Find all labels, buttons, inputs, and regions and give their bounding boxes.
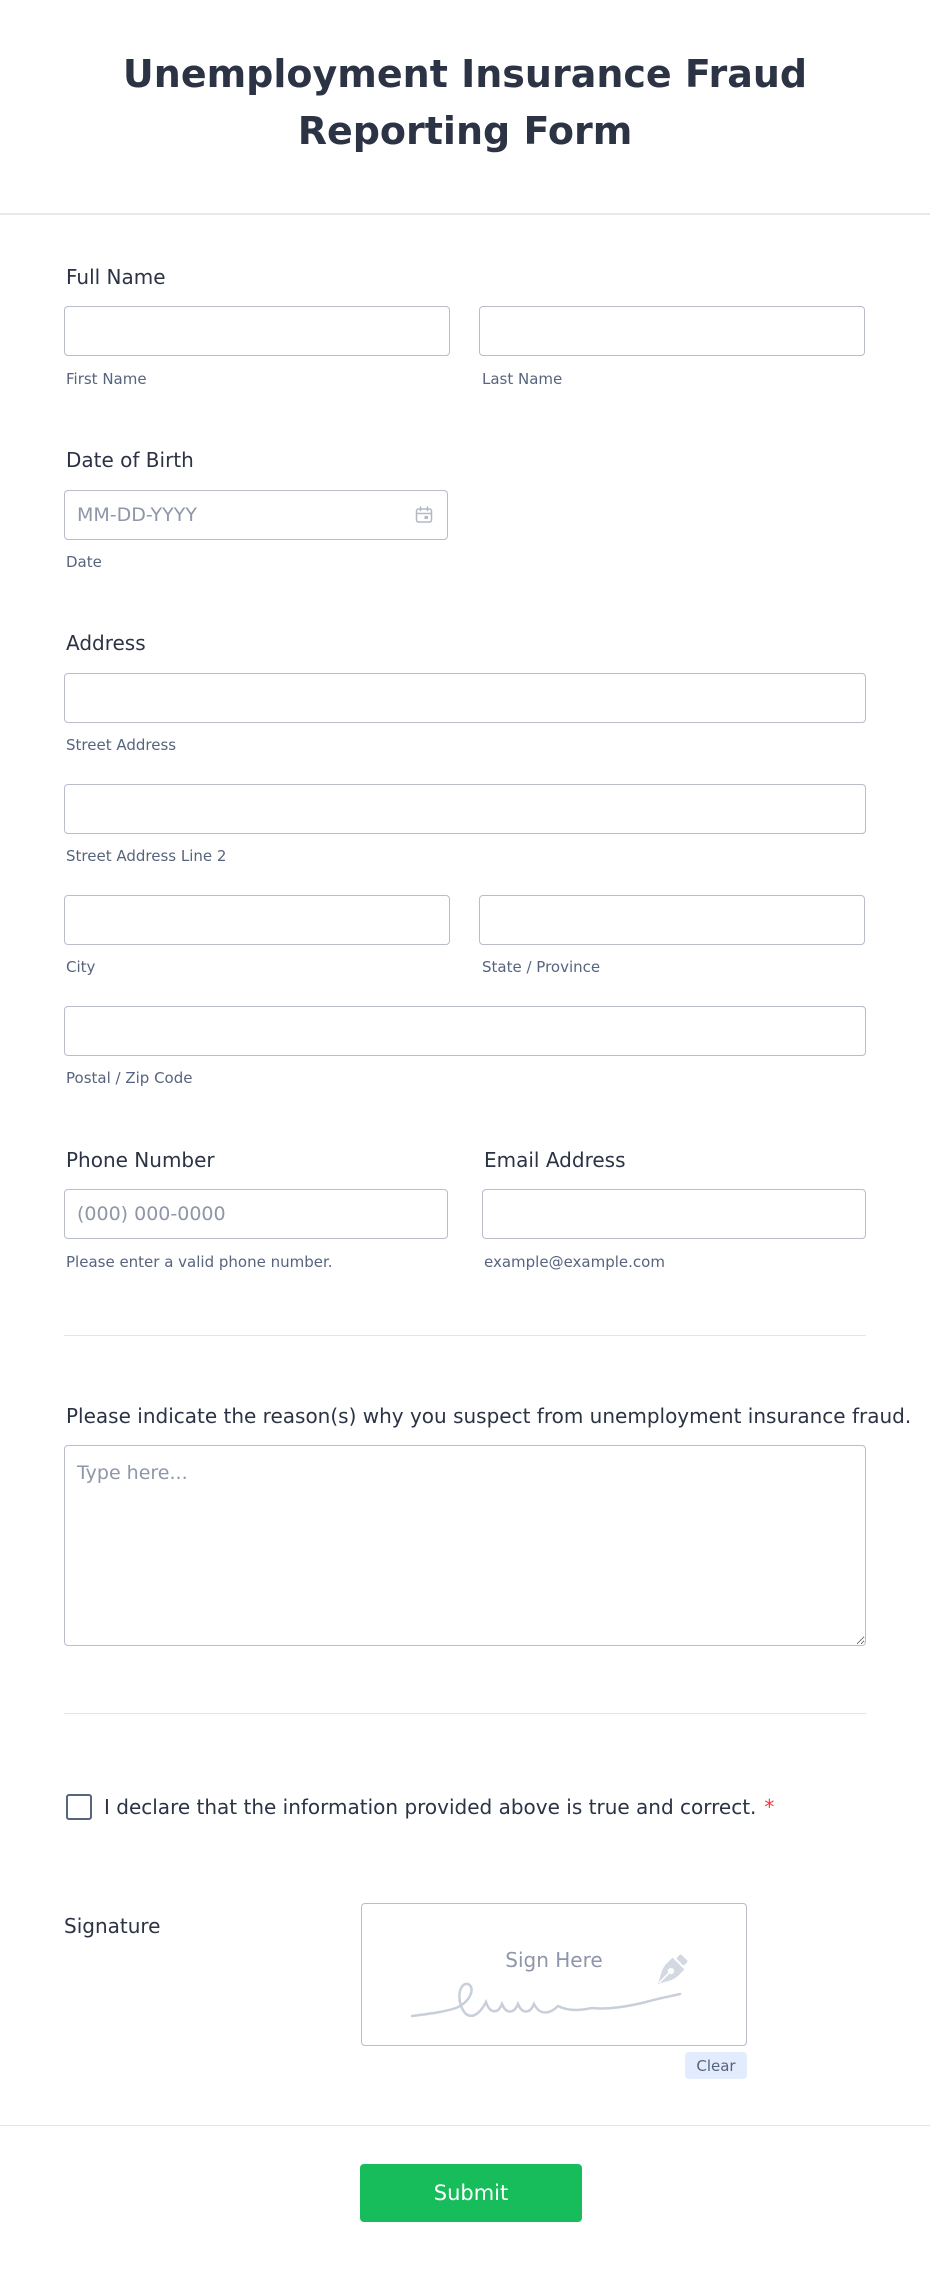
street-address-line2-input[interactable] bbox=[64, 784, 866, 834]
reason-textarea[interactable] bbox=[64, 1445, 866, 1646]
postal-code-sublabel: Postal / Zip Code bbox=[66, 1069, 193, 1087]
dob-input[interactable] bbox=[64, 490, 448, 540]
form-header bbox=[0, 0, 930, 215]
page-title: Unemployment Insurance Fraud Reporting Form bbox=[122, 52, 808, 153]
declaration-checkbox[interactable] bbox=[66, 1794, 92, 1820]
last-name-sublabel: Last Name bbox=[482, 370, 563, 388]
phone-sublabel: Please enter a valid phone number. bbox=[66, 1253, 333, 1271]
street-address-line2-sublabel: Street Address Line 2 bbox=[66, 847, 227, 865]
footer-divider bbox=[0, 2125, 930, 2126]
city-sublabel: City bbox=[66, 958, 96, 976]
declaration-label bbox=[104, 1793, 774, 1821]
dob-sublabel: Date bbox=[66, 553, 102, 571]
declaration-text: I declare that the information provided above is true and correct. bbox=[104, 1795, 757, 1819]
phone-label: Phone Number bbox=[66, 1148, 215, 1172]
section-divider bbox=[64, 1713, 866, 1714]
state-province-sublabel: State / Province bbox=[482, 958, 601, 976]
sign-here-hint: Sign Here bbox=[505, 1948, 603, 1972]
street-address-sublabel: Street Address bbox=[66, 736, 177, 754]
signature-pad[interactable] bbox=[361, 1903, 747, 2046]
dob-label: Date of Birth bbox=[66, 448, 194, 472]
postal-code-input[interactable] bbox=[64, 1006, 866, 1056]
street-address-input[interactable] bbox=[64, 673, 866, 723]
city-input[interactable] bbox=[64, 895, 450, 945]
state-province-input[interactable] bbox=[479, 895, 865, 945]
first-name-sublabel: First Name bbox=[66, 370, 147, 388]
phone-input[interactable] bbox=[64, 1189, 448, 1239]
email-label: Email Address bbox=[484, 1148, 626, 1172]
submit-button[interactable]: Submit bbox=[360, 2164, 582, 2222]
last-name-input[interactable] bbox=[479, 306, 865, 356]
reason-label: Please indicate the reason(s) why you suspect from unemployment insurance fraud. bbox=[66, 1404, 912, 1428]
section-divider bbox=[64, 1335, 866, 1336]
email-sublabel: example@example.com bbox=[484, 1253, 665, 1271]
email-input[interactable] bbox=[482, 1189, 866, 1239]
required-asterisk: * bbox=[764, 1795, 775, 1819]
first-name-input[interactable] bbox=[64, 306, 450, 356]
pen-nib-icon bbox=[650, 1950, 692, 1992]
clear-signature-button[interactable]: Clear bbox=[685, 2052, 747, 2079]
calendar-icon[interactable] bbox=[414, 505, 434, 525]
signature-label: Signature bbox=[64, 1914, 161, 1938]
full-name-label: Full Name bbox=[66, 265, 166, 289]
dob-field-wrapper bbox=[64, 490, 448, 540]
address-label: Address bbox=[66, 631, 146, 655]
